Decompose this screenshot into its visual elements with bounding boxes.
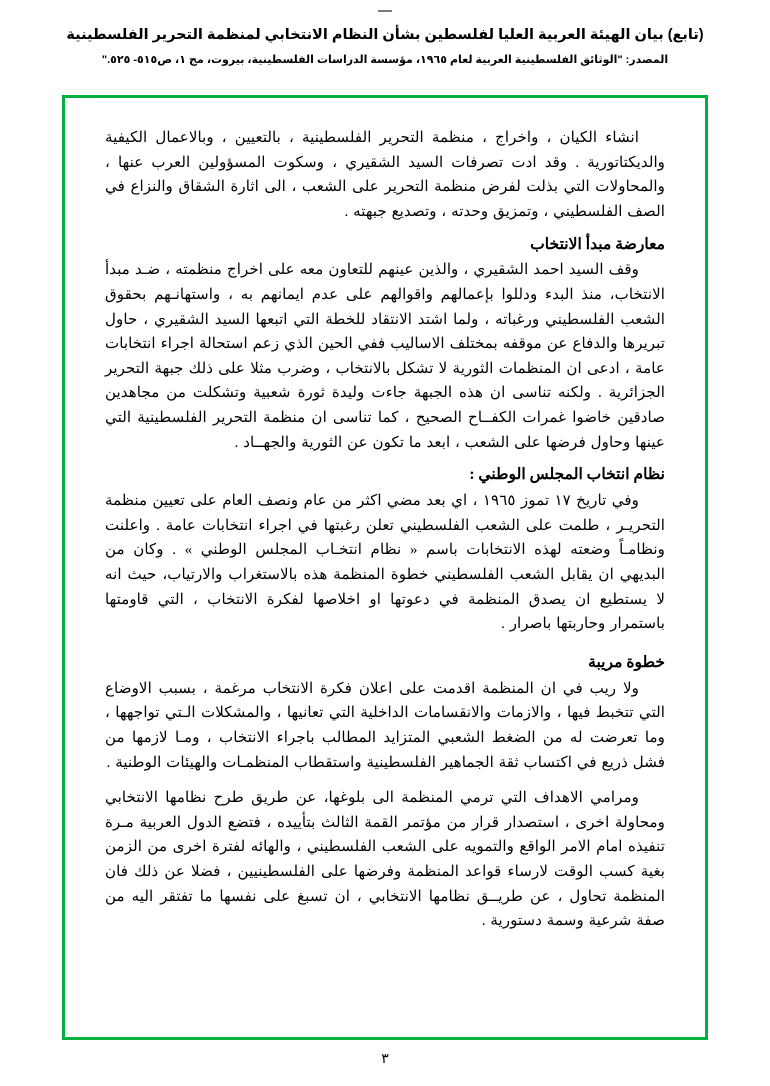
page-title: (تابع) بيان الهيئة العربية العليا لفلسطين بشأن النظام الانتخابي لمنظمة التحرير الفلسطينية	[66, 27, 704, 43]
spacer	[105, 637, 665, 643]
paragraph-suspicious-step-1: ولا ريب في ان المنظمة اقدمت على اعلان فكرة الانتخاب مرغمة ، بسبب الاوضاع التي تتخبط فيها ، والازمات والانقسامات الداخلية التي تعانيها ، والمشكلات الـتي تواجهها ، وما تعرضت له من الضغط الشعبي المتزايد المطالب باجراء الانتخاب ، ومـا لازمها من فشل ذريع في اكتساب ثقة الجماهير الفلسطينية واستقطاب المنظمـات والهيئات الوطنية .	[105, 679, 665, 771]
paragraph-suspicious-step-2: ومرامي الاهداف التي ترمي المنظمة الى بلوغها، عن طريق طرح نظامها الانتخابي ومحاولة اخرى ، استصدار قرار من مؤتمر القمة الثالث بتأييده ، فتضع الدول العربية مـرة تنفيذه امام الامر الواقع والتمويه على الشعب الفلسطيني ، والهائه لفترة اخرى من الزمن بغية كسب الوقت لارساء قواعد المنظمة وفرضها على الفلسطينيين ، فضلا عن ذلك فان المنظمة تحاول ، عن طريــق نظامها الانتخابي ، ان تسبغ على نفسها ما تفتقر اليه من صفة شرعية وسمة دستورية .	[105, 789, 665, 930]
spacer	[105, 775, 665, 786]
page-number: ٣	[381, 1052, 389, 1067]
source-citation: المصدر: "الوثائق الفلسطينية العربية لعام ١٩٦٥، مؤسسة الدراسات الفلسطينية، بيروت، مج ١، ص٥١٥- ٥٢٥."	[101, 53, 669, 66]
top-registration-mark	[378, 10, 392, 12]
paragraph-intro: انشاء الكيان ، واخراج ، منظمة التحرير الفلسطينية ، بالتعيين ، وبالاعمال الكيفية والديكتاتورية . وقد ادت تصرفات السيد الشقيري ، وسكوت المسؤولين العرب عنها ، والمحاولات التي بذلت لفرض منظمة التحرير على الشعب ، الى اثارة الشقاق والنزاع في الصف الفلسطيني ، وتمزيق وحدته ، وتصديع جبهته .	[105, 129, 665, 220]
content-frame	[62, 95, 708, 1040]
paragraph-election-principle-1: وقف السيد احمد الشقيري ، والذين عينهم للتعاون معه على اخراج منظمته ، ضـد مبدأ الانتخاب، منذ البدء ودللوا بإعمالهم واقوالهم على عدم ايمانهم به ، واستهانـهم بحقوق الشعب الفلسطيني ورغباته ، ولما اشتد الانتقاد للخطة التي اتبعها السيد الشقيري ، حاول تبريرها والدفاع عن موقفه بمختلف الاساليب ففي الحين الذي زعم استحالة اجراء انتخابات عامة ، ادعى ان المنظمات الثورية لا تشكل بالانتخاب ، وضرب مثلا على ذلك جبهة التحرير الجزائرية . ولكنه تناسى ان هذه الجبهة جاءت وليدة ثورة شعبية وتشكلت من مجاهدين صادقين خاضوا غمرات الكفــاح الصحيح ، كما تناسى ان منظمة التحرير الفلسطينية التي عينها وحاول فرضها على الشعب ، ابعد ما تكون عن الثورية والجهــاد .	[105, 261, 665, 451]
paragraph-national-council-1: وفي تاريخ ١٧ تموز ١٩٦٥ ، اي بعد مضي اكثر من عام ونصف العام على تعيين منظمة التحريـر ، طلمت على الشعب الفلسطيني تعلن رغبتها في اجراء انتخابات عامة . واعلنت ونظامـاً وضعته لهذه الانتخابات باسم « نظام انتخـاب المجلس الوطني » . وكان من البديهي ان يقابل الشعب الفلسطيني خطوة المنظمة هذه بالاستغراب والارتياب، حيث انه لا يستطيع ان يصدق المنظمة في دعوتها او اخلاصها لفكرة الانتخاب ، التي قاومتها باستمرار وحاربتها باصرار .	[105, 492, 665, 633]
section-heading-national-council-system: نظام انتخاب المجلس الوطني :	[469, 466, 665, 484]
section-heading-election-principle: معارضة مبدأ الانتخاب	[530, 235, 665, 253]
document-body	[65, 98, 705, 954]
section-heading-suspicious-step: خطوة مريبة	[588, 653, 665, 671]
